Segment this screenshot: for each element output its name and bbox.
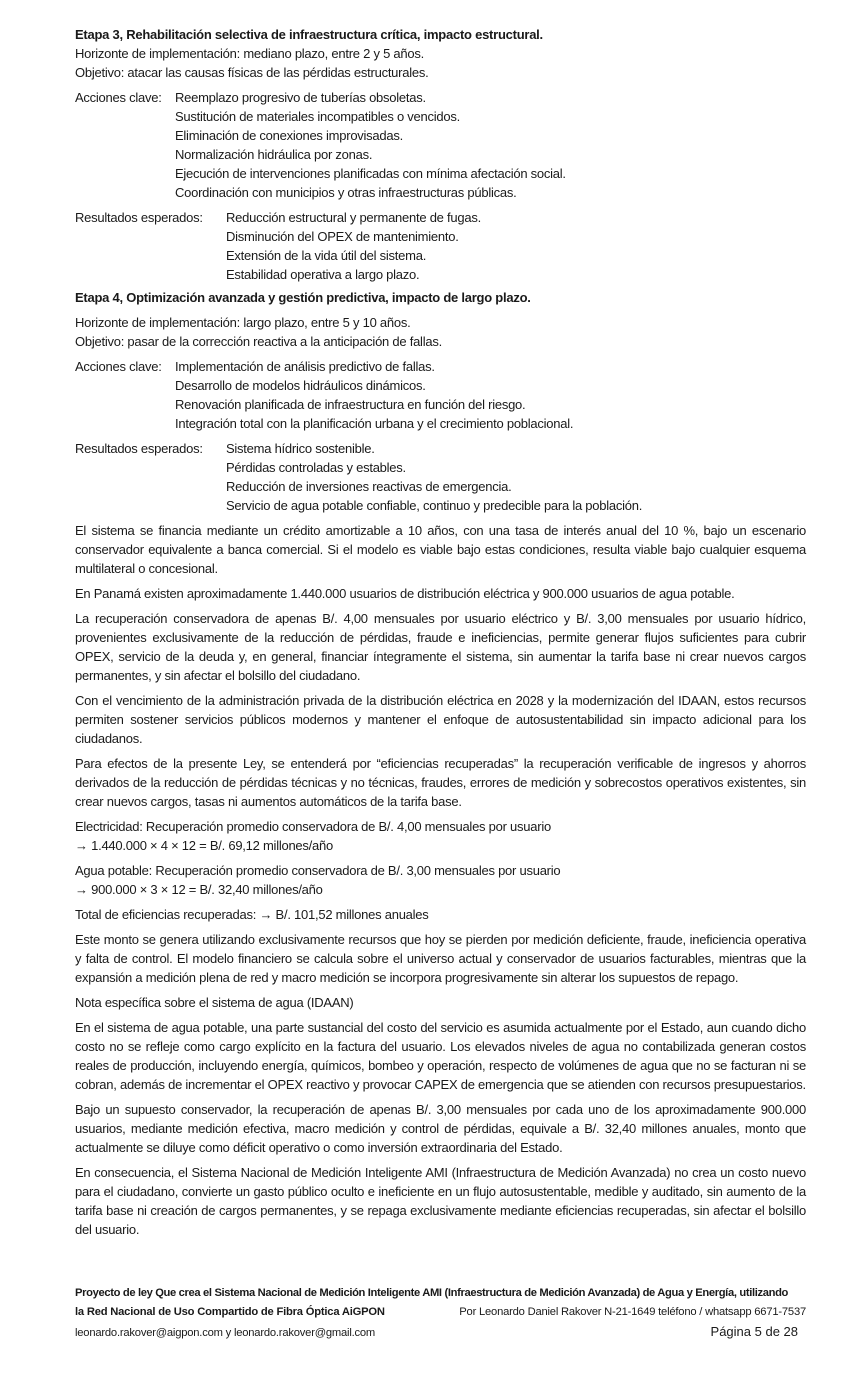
action-item: Eliminación de conexiones improvisadas. bbox=[175, 128, 403, 143]
expiry-paragraph: Con el vencimiento de la administración privada de la distribución eléctrica en 2028 y la modernización del IDAAN, estos recursos permiten sostener servicios públicos modernos y mantener el enfoque de autosustentabilidad sin impacto adicional para los ciudadanos. bbox=[75, 693, 806, 746]
water-note-title: Nota específica sobre el sistema de agua (IDAAN) bbox=[75, 995, 354, 1010]
stage-4-horizon: Horizonte de implementación: largo plazo, entre 5 y 10 años. bbox=[75, 315, 411, 330]
action-item: Sustitución de materiales incompatibles o vencidos. bbox=[175, 109, 460, 124]
definition-paragraph: Para efectos de la presente Ley, se entenderá por “eficiencias recuperadas” la recuperación verificable de ingresos y ahorros derivados de la reducción de pérdidas técnicas y no técnicas, fraudes, errores de medición y sobrecostos operativos existentes, sin crear nuevos cargos, tasas ni aumentos automáticos de la tarifa base. bbox=[75, 756, 806, 809]
result-item: Pérdidas controladas y estables. bbox=[226, 460, 406, 475]
stage-4-results bbox=[75, 439, 806, 515]
footer-emails: leonardo.rakover@aigpon.com y leonardo.rakover@gmail.com bbox=[75, 1327, 376, 1339]
stage-3-section bbox=[75, 25, 806, 284]
action-item: Normalización hidráulica por zonas. bbox=[175, 147, 373, 162]
results-label: Resultados esperados: bbox=[75, 441, 203, 456]
assumption-paragraph: Bajo un supuesto conservador, la recuperación de apenas B/. 3,00 mensuales por cada uno de los aproximadamente 900.000 usuarios, mediante medición efectiva, macro medición y control de pérdidas, equivale a B/. 32,40 millones anuales, monto que actualmente se diluye como déficit operativo o como inversión extraordinaria del Estado. bbox=[75, 1102, 806, 1155]
page-footer bbox=[75, 1284, 806, 1343]
stage-4-section bbox=[75, 288, 806, 515]
stage-4-actions bbox=[75, 357, 806, 433]
conclusion-paragraph: En consecuencia, el Sistema Nacional de Medición Inteligente AMI (Infraestructura de Medición Avanzada) no crea un costo nuevo para el ciudadano, convierte un gasto público oculto e ineficiente en un flujo autosustentable, medible y auditado, sin aumento de la tarifa base ni creación de cargos permanentes, y se repaga exclusivamente mediante eficiencias recuperadas, sin afectar el bolsillo del usuario. bbox=[75, 1165, 806, 1237]
electricity-calc-line-1: Electricidad: Recuperación promedio conservadora de B/. 4,00 mensuales por usuario bbox=[75, 819, 551, 834]
page-number: Página 5 de 28 bbox=[710, 1324, 798, 1339]
result-item: Reducción de inversiones reactivas de emergencia. bbox=[226, 479, 512, 494]
action-item: Ejecución de intervenciones planificadas con mínima afectación social. bbox=[175, 166, 566, 181]
result-item: Sistema hídrico sostenible. bbox=[226, 441, 375, 456]
actions-label: Acciones clave: bbox=[75, 90, 162, 105]
action-item: Integración total con la planificación urbana y el crecimiento poblacional. bbox=[175, 416, 574, 431]
financing-paragraph: El sistema se financia mediante un crédito amortizable a 10 años, con una tasa de interés anual del 10 %, bajo un escenario conservador equivalente a banca comercial. Si el modelo es viable bajo estas condiciones, resulta viable bajo cualquier esquema multilateral o concesional. bbox=[75, 523, 806, 576]
footer-author-contact: Por Leonardo Daniel Rakover N-21-1649 teléfono / whatsapp 6671-7537 bbox=[459, 1306, 806, 1318]
action-item: Renovación planificada de infraestructura en función del riesgo. bbox=[175, 397, 526, 412]
stage-4-heading: Etapa 4, Optimización avanzada y gestión predictiva, impacto de largo plazo. bbox=[75, 290, 531, 305]
result-item: Extensión de la vida útil del sistema. bbox=[226, 248, 427, 263]
stage-4-objective: Objetivo: pasar de la corrección reactiva a la anticipación de fallas. bbox=[75, 334, 442, 349]
water-calc-line-1: Agua potable: Recuperación promedio conservadora de B/. 3,00 mensuales por usuario bbox=[75, 863, 561, 878]
electricity-calc-line-2: → 1.440.000 × 4 × 12 = B/. 69,12 millones/año bbox=[75, 838, 333, 853]
results-label: Resultados esperados: bbox=[75, 210, 203, 225]
water-calc-line-2: → 900.000 × 3 × 12 = B/. 32,40 millones/año bbox=[75, 882, 323, 897]
water-note-paragraph: En el sistema de agua potable, una parte sustancial del costo del servicio es asumida actualmente por el Estado, aun cuando dicho costo no se refleje como cargo explícito en la factura del usuario. Los elevados niveles de agua no contabilizada generan costos reales de producción, incluyendo energía, químicos, bombeo y operación, respecto de volúmenes de agua que no se facturan ni se cobran, además de incrementar el OPEX reactivo y provocar CAPEX de emergencia que se atienden con recursos presupuestarios. bbox=[75, 1020, 806, 1092]
action-item: Coordinación con municipios y otras infraestructuras públicas. bbox=[175, 185, 517, 200]
stage-3-results bbox=[75, 208, 806, 284]
footer-network-name: la Red Nacional de Uso Compartido de Fibra Óptica AiGPON bbox=[75, 1306, 385, 1318]
result-item: Servicio de agua potable confiable, continuo y predecible para la población. bbox=[226, 498, 643, 513]
footer-author-line bbox=[75, 1303, 806, 1322]
action-item: Reemplazo progresivo de tuberías obsoletas. bbox=[175, 90, 426, 105]
action-item: Implementación de análisis predictivo de fallas. bbox=[175, 359, 435, 374]
stage-3-heading: Etapa 3, Rehabilitación selectiva de infraestructura crítica, impacto estructural. bbox=[75, 27, 543, 42]
stage-3-actions bbox=[75, 88, 806, 202]
amount-paragraph: Este monto se genera utilizando exclusivamente recursos que hoy se pierden por medición deficiente, fraude, ineficiencia operativa y falta de control. El modelo financiero se calcula sobre el universo actual y conservador de usuarios facturables, mientras que la expansión a medición plena de red y macro medición se incorpora progresivamente sin alterar los supuestos de repago. bbox=[75, 932, 806, 985]
document-page bbox=[75, 25, 806, 1239]
action-item: Desarrollo de modelos hidráulicos dinámicos. bbox=[175, 378, 426, 393]
stage-3-objective: Objetivo: atacar las causas físicas de las pérdidas estructurales. bbox=[75, 65, 429, 80]
result-item: Estabilidad operativa a largo plazo. bbox=[226, 267, 420, 282]
recovery-paragraph: La recuperación conservadora de apenas B/. 4,00 mensuales por usuario eléctrico y B/. 3,00 mensuales por usuario hídrico, provenientes exclusivamente de la reducción de pérdidas, fraude e ineficiencias, permite generar flujos suficientes para cubrir OPEX, servicio de la deuda y, en general, financiar íntegramente el sistema, sin aumentar la tarifa base ni crear nuevos cargos permanentes, y sin afectar el bolsillo del ciudadano. bbox=[75, 611, 806, 683]
footer-title-line: Proyecto de ley Que crea el Sistema Nacional de Medición Inteligente AMI (Infraestructura de Medición Avanzada) de Agua y Energía, utilizando bbox=[75, 1287, 789, 1299]
stage-3-horizon: Horizonte de implementación: mediano plazo, entre 2 y 5 años. bbox=[75, 46, 424, 61]
result-item: Disminución del OPEX de mantenimiento. bbox=[226, 229, 459, 244]
result-item: Reducción estructural y permanente de fugas. bbox=[226, 210, 481, 225]
users-paragraph: En Panamá existen aproximadamente 1.440.000 usuarios de distribución eléctrica y 900.000 usuarios de agua potable. bbox=[75, 586, 735, 601]
actions-label: Acciones clave: bbox=[75, 359, 162, 374]
footer-bottom-row bbox=[75, 1322, 806, 1343]
total-efficiencies: Total de eficiencias recuperadas: → B/. 101,52 millones anuales bbox=[75, 907, 429, 922]
